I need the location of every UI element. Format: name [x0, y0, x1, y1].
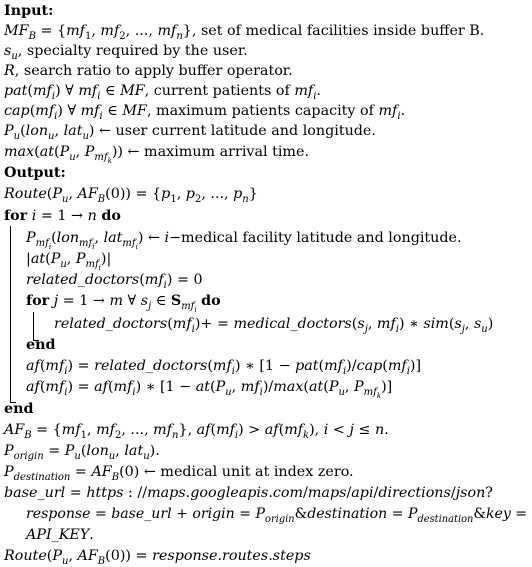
for-loop-inner: for j = 1 → m ∀ $s_j$ ∈ $S_{mf_i}$ do — [26, 293, 221, 314]
output-line-route: $Route(P_u$, $AF_B(0)) = \{p_1$, $p_2$, ..., $p_n$} — [4, 186, 258, 205]
for-loop-outer: for i = 1 → n do — [4, 208, 121, 224]
outer-loop-bar — [10, 226, 11, 402]
loop-line-af-capacity: $af(mf_i)$ = $related\_doctors(mf_i)$ ∗ $[1 - pat(mf_i)/cap(mf_i)]$ — [26, 358, 422, 377]
end-outer-loop: end — [4, 401, 34, 417]
loop-line-arrival-time: $|at(P_u$, $P_{mf_i})|$ — [26, 251, 112, 272]
input-heading: Input: — [4, 3, 54, 19]
post-line-destination: $P_{destination} = AF_B(0)$ ← medical unit at index zero. — [4, 464, 354, 483]
post-line-base-url: base_url = https : //maps.googleapis.com/maps/api/directions/json? — [4, 485, 493, 501]
input-line-max-arrival: $\max(at(P_u$, $P_{mf_k}$)) ← maximum arrival time. — [4, 144, 309, 165]
post-line-response: response = base_url + origin = $P_{origin}\&destination$ = $P_{destination}\&key$ = — [26, 506, 528, 525]
post-line-route-steps: $Route(P_u$, $AF_B(0)$) = response.routes.steps — [4, 548, 311, 567]
input-line-buffer-set: $MF_B = \{mf_1$, $mf_2$, ..., $mf_n$}, set of medical facilities inside buffer B. — [4, 23, 485, 42]
post-line-sorted-set: $AF_B = \{mf_1$, $mf_2$, ..., $mf_n$}, $af(mf_i) > af(mf_k)$, i < j ≤ n. — [4, 422, 389, 441]
input-line-capacity: $cap(mf_i)$ ∀ $mf_i$ ∈ MF, maximum patients capacity of $mf_i$. — [4, 103, 406, 122]
input-line-search-ratio: R, search ratio to apply buffer operator. — [4, 63, 293, 79]
post-line-api-key: API_KEY. — [26, 527, 94, 543]
loop-line-facility-location: $P_{mf_i}(lon_{mf_i}$, lat$_{mf_i}$) ← i−medical facility latitude and longitude. — [26, 230, 462, 251]
inner-loop-line-accumulate: $related\_doctors(mf_i)+$ = $medical\_doctors(s_j$, $mf_i$) ∗ $sim(s_j$, $s_u$) — [54, 316, 494, 335]
input-line-specialty: $s_u$, specialty required by the user. — [4, 43, 248, 62]
output-heading: Output: — [4, 165, 66, 181]
post-line-origin: $P_{origin} = P_u(lon_u$, lat$_u$). — [4, 443, 160, 462]
loop-line-init-doctors: $related\_doctors(mf_i) = 0$ — [26, 272, 203, 291]
input-line-current-patients: $pat(mf_i)$ ∀ $mf_i$ ∈ MF, current patients of $mf_i$. — [4, 83, 321, 102]
loop-line-af-arrival: $af(mf_i) = af(mf_i)$ ∗ [$1 - at(P_u$, $mf_i)/\max(at(P_u$, $P_{mf_k}$)] — [26, 379, 393, 400]
input-line-user-location: $P_u(lon_u$, lat$_u$) ← user current latitude and longitude. — [4, 123, 376, 142]
algorithm-block — [4, 2, 530, 565]
end-inner-loop: end — [26, 337, 56, 353]
